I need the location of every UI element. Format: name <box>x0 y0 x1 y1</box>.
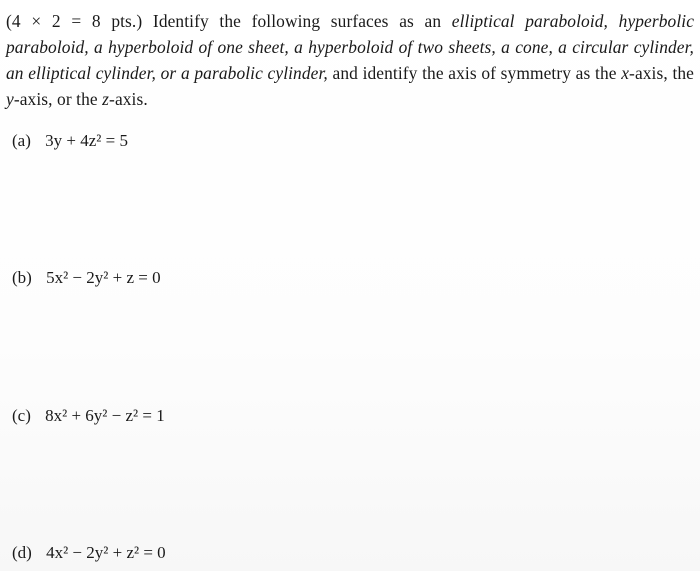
y-variable: y <box>6 89 14 109</box>
part-d <box>12 542 166 564</box>
axis-text-y: -axis, or the <box>13 89 98 109</box>
axis-text-x: -axis, the <box>629 63 694 83</box>
part-label: (d) <box>12 543 32 562</box>
axis-instruction: and identify the axis of symmetry as the <box>332 63 617 83</box>
x-variable: x <box>621 63 630 83</box>
part-b <box>12 267 161 289</box>
part-equation: 5x² − 2y² + z = 0 <box>46 268 161 287</box>
z-variable: z <box>102 89 110 109</box>
instruction-lead: Identify the following surfaces as an <box>152 11 442 31</box>
part-equation: 8x² + 6y² − z² = 1 <box>45 406 165 425</box>
axis-text-z: -axis. <box>109 89 148 109</box>
part-label: (a) <box>12 131 31 150</box>
part-equation: 4x² − 2y² + z² = 0 <box>46 543 166 562</box>
part-c <box>12 405 165 427</box>
part-a <box>12 130 128 152</box>
problem-statement <box>6 8 694 112</box>
surface-list: elliptical paraboloid, hyperbolic paraboloid, a hyperboloid of one sheet, a hyperboloid of two sheets, a cone, a circular cylinder, an elliptical cylinder, or a parabolic cylinder, <box>6 11 695 83</box>
part-label: (b) <box>12 268 32 287</box>
part-equation: 3y + 4z² = 5 <box>45 131 128 150</box>
points-label: (4 × 2 = 8 pts.) <box>6 11 143 31</box>
part-label: (c) <box>12 406 31 425</box>
